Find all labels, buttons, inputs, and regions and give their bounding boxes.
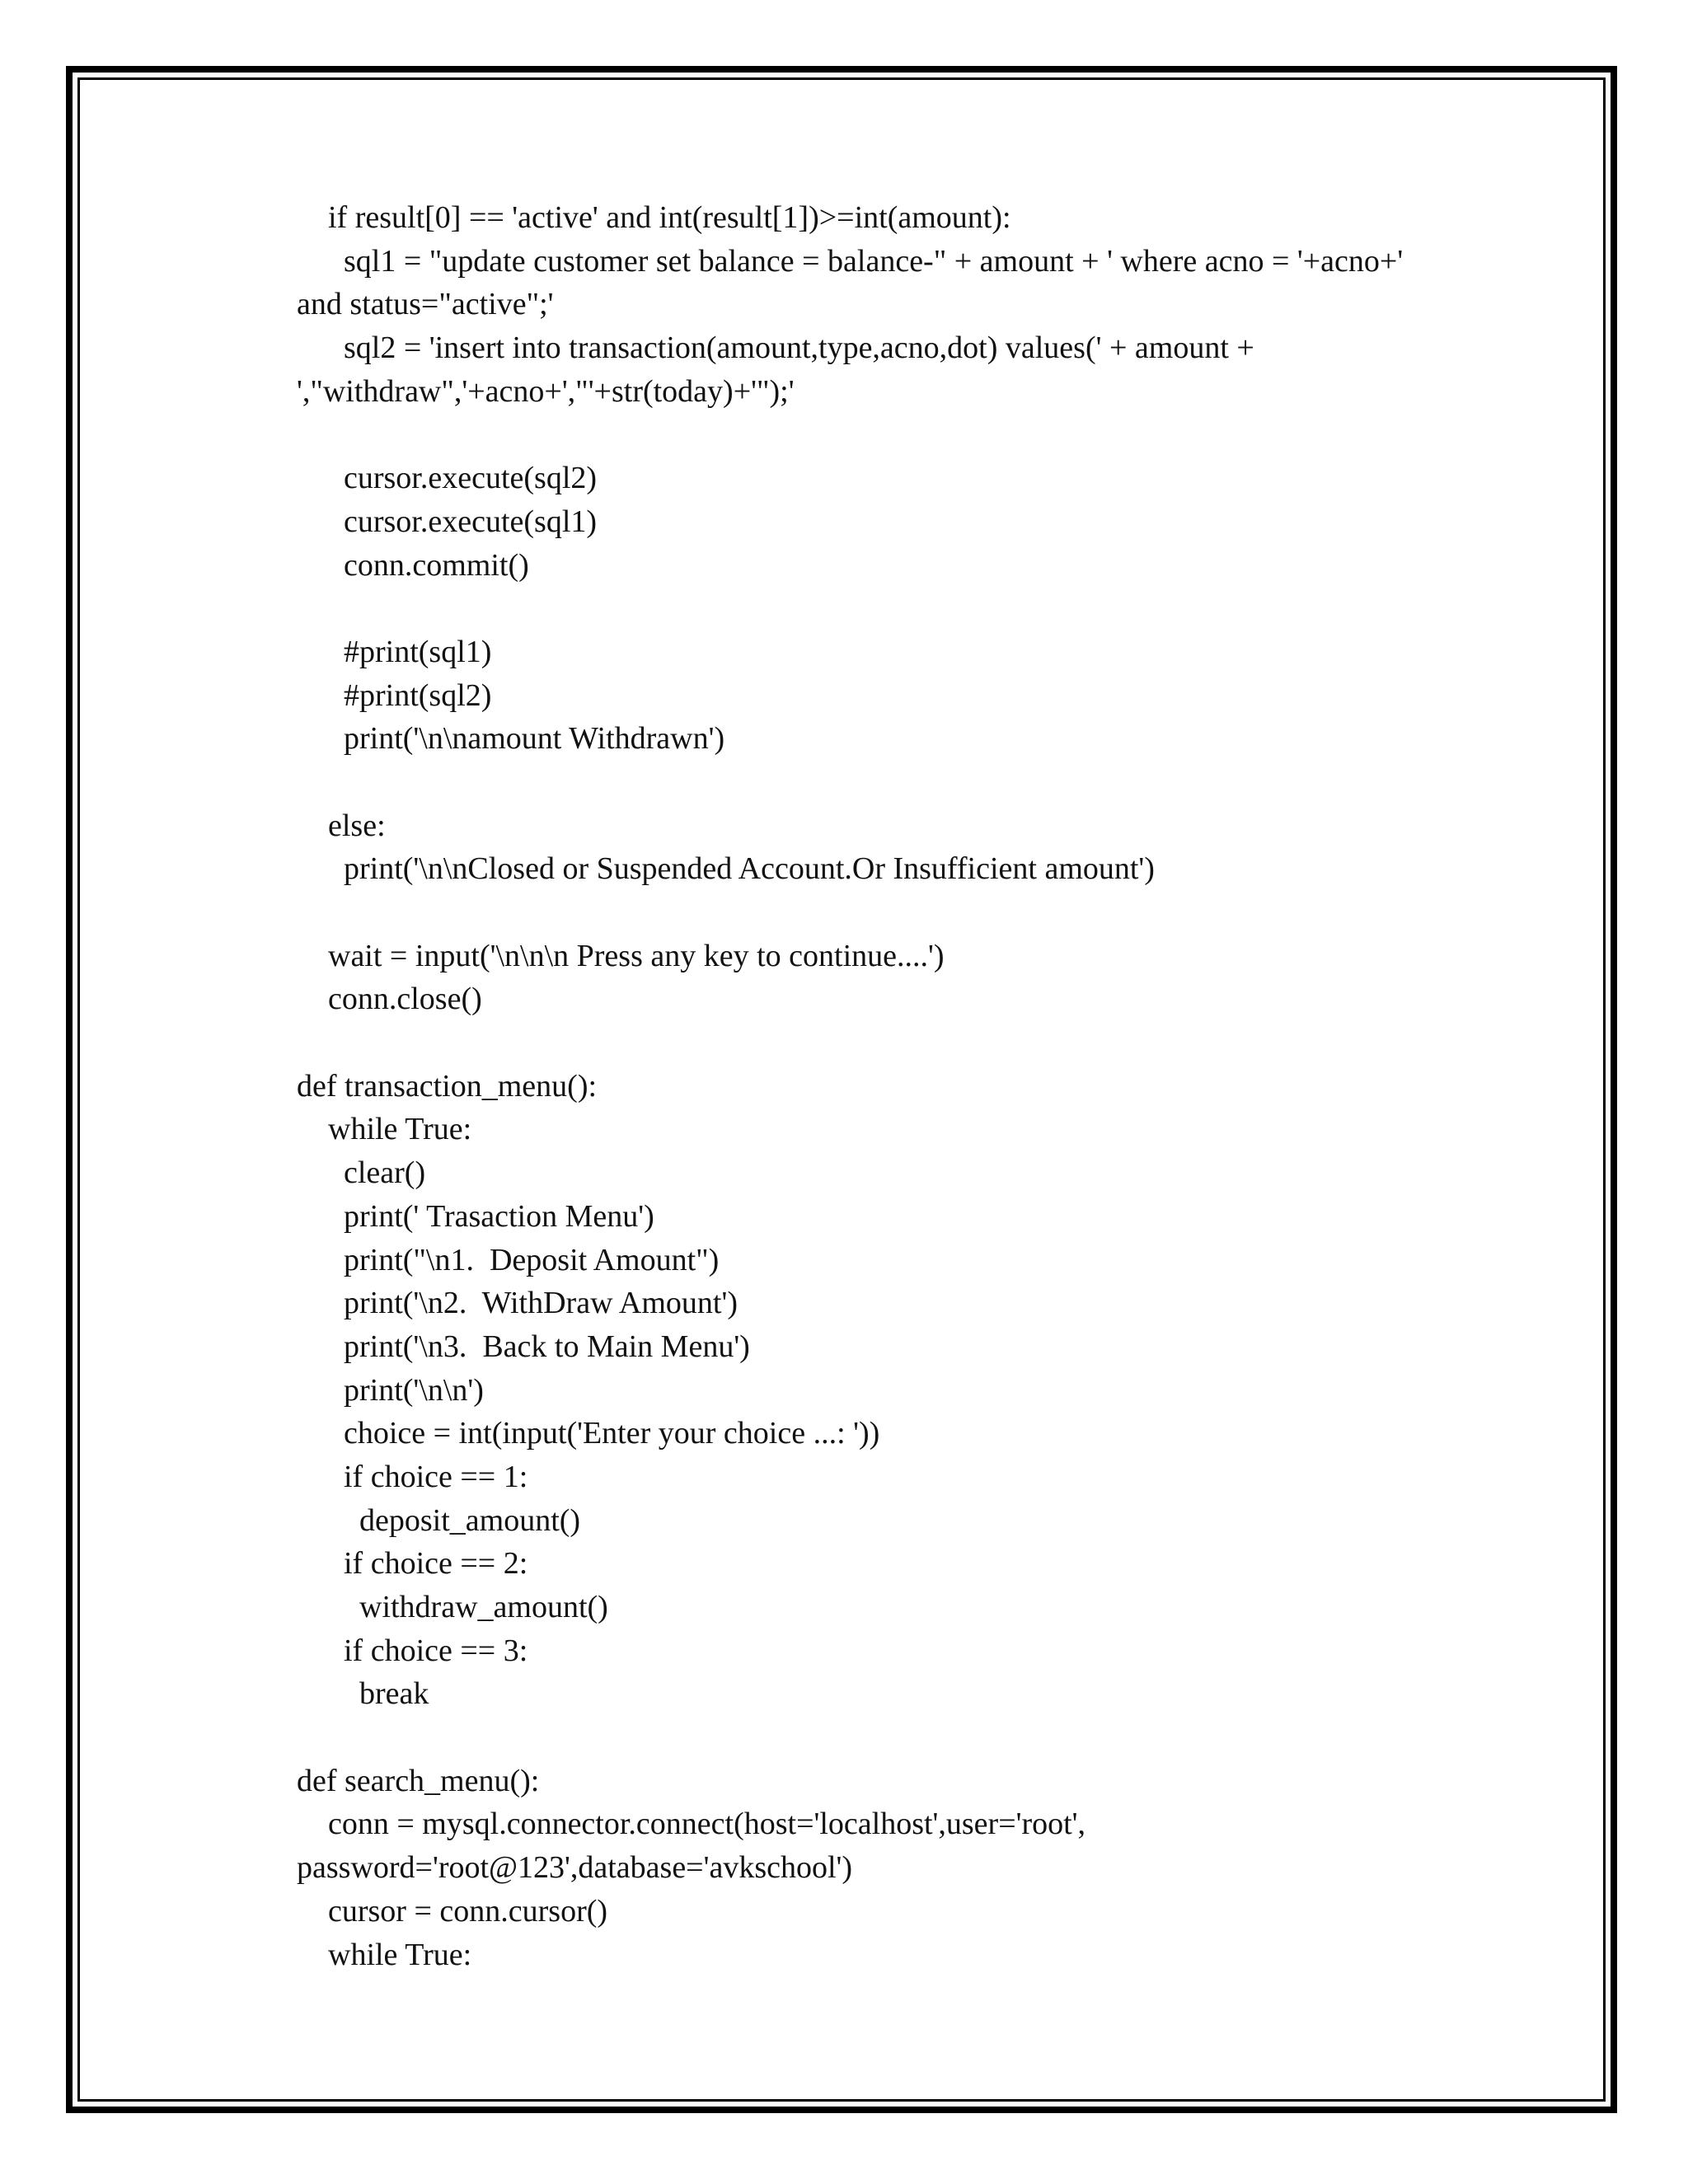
code-line xyxy=(297,1716,1517,1760)
code-line: conn.commit() xyxy=(297,547,529,583)
code-line: sql2 = 'insert into transaction(amount,type,acno,dot) values(' + amount + xyxy=(297,330,1254,366)
code-line: cursor.execute(sql1) xyxy=(297,504,598,539)
code-line: if choice == 2: xyxy=(297,1546,528,1582)
code-line: conn = mysql.connector.connect(host='localhost',user='root', xyxy=(297,1807,1086,1842)
code-line: sql1 = "update customer set balance = balance-" + amount + ' where acno = '+acno+' xyxy=(297,243,1404,279)
code-line: def transaction_menu(): xyxy=(297,1068,598,1104)
code-line xyxy=(297,587,1517,630)
code-line: print("\n1. Deposit Amount") xyxy=(297,1242,720,1277)
code-line: if choice == 1: xyxy=(297,1459,528,1494)
code-line: cursor = conn.cursor() xyxy=(297,1893,608,1929)
code-line: if choice == 3: xyxy=(297,1633,528,1668)
code-line: clear() xyxy=(297,1155,426,1191)
code-line: def search_menu(): xyxy=(297,1763,540,1798)
code-line: print('\n\namount Withdrawn') xyxy=(297,721,725,757)
code-line: ',"withdraw",'+acno+',"'+str(today)+'");' xyxy=(297,373,795,409)
code-line: conn.close() xyxy=(297,982,482,1017)
code-line xyxy=(297,413,1517,457)
code-line: print('\n2. WithDraw Amount') xyxy=(297,1286,738,1321)
code-line: print('\n\n') xyxy=(297,1372,484,1408)
code-line xyxy=(297,1021,1517,1065)
code-line: if result[0] == 'active' and int(result[1])>=int(amount): xyxy=(297,200,1011,235)
code-line xyxy=(297,761,1517,804)
code-line: print('\n\nClosed or Suspended Account.Or Insufficient amount') xyxy=(297,851,1155,887)
code-line: wait = input('\n\n\n Press any key to continue....') xyxy=(297,938,945,973)
code-block xyxy=(297,196,1517,1976)
code-line: and status="active";' xyxy=(297,287,554,322)
code-line: print('\n3. Back to Main Menu') xyxy=(297,1329,750,1364)
code-line: #print(sql1) xyxy=(297,634,492,669)
code-line: break xyxy=(297,1676,429,1712)
code-line: print(' Trasaction Menu') xyxy=(297,1198,654,1234)
code-line: withdraw_amount() xyxy=(297,1590,608,1624)
code-line: password='root@123',database='avkschool') xyxy=(297,1850,853,1886)
code-line: choice = int(input('Enter your choice ...: ')) xyxy=(297,1416,880,1451)
code-line xyxy=(297,891,1517,935)
code-line: while True: xyxy=(297,1937,472,1972)
code-line: deposit_amount() xyxy=(297,1502,581,1538)
code-line: cursor.execute(sql2) xyxy=(297,461,598,496)
code-line: else: xyxy=(297,808,386,843)
code-line: while True: xyxy=(297,1112,472,1147)
code-line: #print(sql2) xyxy=(297,677,492,713)
